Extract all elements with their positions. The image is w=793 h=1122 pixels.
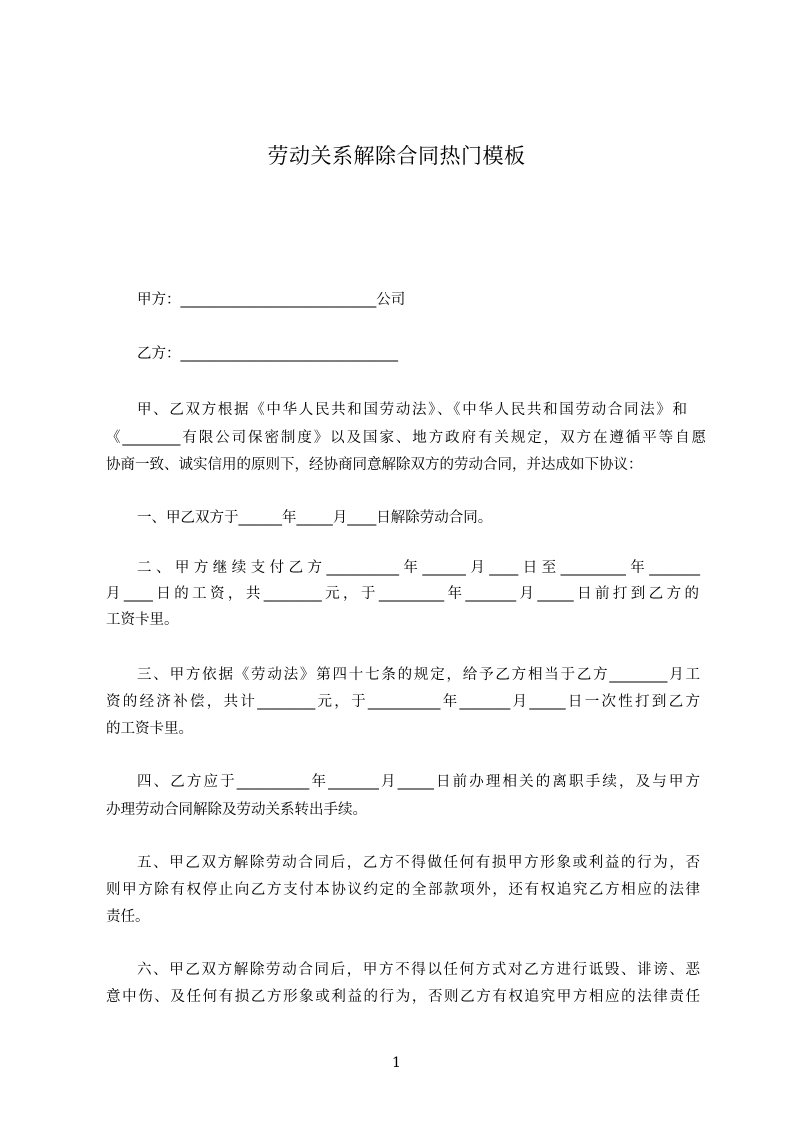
clause-4-line: 办理劳动合同解除及劳动关系转出手续。 bbox=[106, 802, 367, 818]
preamble-line: 《________有限公司保密制度》以及国家、地方政府有关规定，双方在遵循平等自愿 bbox=[106, 430, 706, 446]
clause-5-line: 责任。 bbox=[106, 909, 150, 925]
clause-5-line: 五、甲乙双方解除劳动合同后，乙方不得做任何有损甲方形象或利益的行为，否 bbox=[137, 855, 700, 871]
preamble-line: 甲、乙双方根据《中华人民共和国劳动法》、《中华人民共和国劳动合同法》和 bbox=[137, 402, 687, 418]
document-title: 劳动关系解除合同热门模板 bbox=[267, 144, 526, 168]
party-b-line: 乙方：______________________________ bbox=[137, 346, 398, 362]
clause-1-line: 一、甲乙双方于______年_____月____日解除劳动合同。 bbox=[137, 510, 493, 526]
clause-6-line: 意中伤、及任何有损乙方形象或利益的行为，否则乙方有权追究甲方相应的法律责任 bbox=[106, 989, 700, 1005]
clause-2-line: 二、甲方继续支付乙方__________年______月____日至_________年_______ bbox=[137, 560, 700, 576]
clause-2-line: 工资卡里。 bbox=[106, 612, 179, 628]
clause-2-line: 月____日的工资，共________元，于_________年_______月_____日前打到乙方的 bbox=[106, 586, 699, 602]
clause-4-line: 四、乙方应于__________年_______月_____日前办理相关的离职手续，及与甲方 bbox=[137, 774, 700, 790]
clause-6-line: 六、甲乙双方解除劳动合同后，甲方不得以任何方式对乙方进行诋毁、诽谤、恶 bbox=[137, 962, 700, 978]
page-number: 1 bbox=[392, 1055, 401, 1071]
clause-3-line: 的工资卡里。 bbox=[106, 721, 193, 737]
clause-5-line: 则甲方除有权停止向乙方支付本协议约定的全部款项外，还有权追究乙方相应的法律 bbox=[106, 882, 700, 898]
clause-3-line: 三、甲方依据《劳动法》第四十七条的规定，给予乙方相当于乙方________月工 bbox=[137, 667, 700, 683]
clause-3-line: 资的经济补偿，共计________元，于__________年_______月_____日一次性打到乙方 bbox=[106, 694, 700, 710]
party-a-line: 甲方：___________________________公司 bbox=[137, 292, 406, 308]
preamble-line: 协商一致、诚实信用的原则下，经协商同意解除双方的劳动合同，并达成如下协议： bbox=[106, 457, 643, 473]
